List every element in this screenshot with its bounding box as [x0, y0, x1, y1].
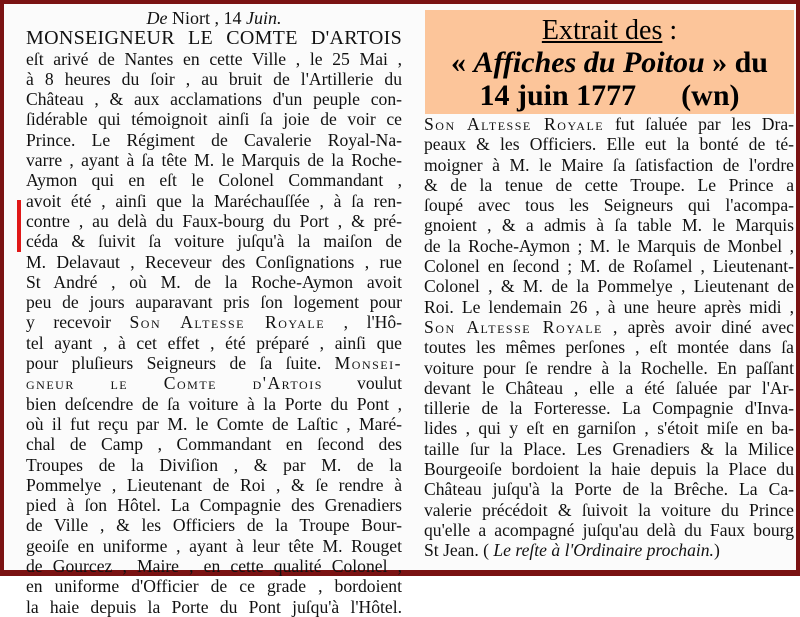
- dateline: De Niort , 14 Juin.: [146, 8, 282, 28]
- text-line: Pommelye , Lieutenant de Roi , & ſe rendre à: [26, 474, 402, 495]
- text-line: St Jean. ( Le reſte à l'Ordinaire prochain.): [424, 540, 720, 561]
- text-line: avoit été , ainſi que la Maréchauſſée , à ſa ren-: [26, 190, 402, 211]
- left-column-article: [26, 8, 402, 617]
- text-line: eſt arivé de Nantes en cette Ville , le 25 Mai ,: [26, 48, 402, 69]
- text-line: Château juſqu'à la Porte de la Brêche. La Ca-: [424, 479, 794, 500]
- text-line: contre , au delà du Faux-bourg du Port , & pré-: [26, 210, 402, 231]
- text-line: moigner à M. le Maire ſa ſatisfaction de l'ordre: [424, 154, 794, 175]
- text-line: tillerie de la Forteresse. La Compagnie d'Inva-: [424, 398, 794, 419]
- caption-date: 14 juin 1777 (wn): [479, 79, 740, 112]
- text-line: pour pluſieurs Seigneurs de ſa ſuite. Monsei-: [26, 353, 402, 374]
- text-line: Colonel en ſecond ; M. de Roſamel , Lieutenant-: [424, 256, 794, 277]
- text-line: de Gourcez , Maire , en cette qualité Colonel ,: [26, 556, 402, 577]
- text-line: de la Roche-Aymon ; M. le Marquis de Monbel ,: [424, 235, 794, 256]
- text-line: gnoient , & a admis à ſa table M. le Marquis: [424, 215, 794, 236]
- article-heading: MONSEIGNEUR LE COMTE D'ARTOIS: [26, 28, 402, 49]
- text-line: M. Delavaut , Receveur des Conſignations , rue: [26, 251, 402, 272]
- text-line: pied à ſon Hôtel. La Compagnie des Grenadiers: [26, 495, 402, 516]
- text-line: toutes les mêmes perſones , eſt montée dans ſa: [424, 337, 794, 358]
- text-line: où il fut reçu par M. le Comte de Laſtic , Maré-: [26, 413, 402, 434]
- text-line: Aymon qui en eſt le Colonel Commandant ,: [26, 170, 402, 191]
- text-line: Château , & aux acclamations d'un peuple con-: [26, 89, 402, 110]
- text-line: qu'elle a acompagné juſqu'au delà du Faux bourg: [424, 519, 794, 540]
- text-line: Colonel , & M. de la Pommelye , Lieutenant de: [424, 276, 794, 297]
- text-line: gneur le Comte d'Artois voulut: [26, 373, 402, 394]
- right-column-article: [424, 114, 794, 561]
- text-line: St André , où M. de la Roche-Aymon avoit: [26, 271, 402, 292]
- text-line: à 8 heures du ſoir , au bruit de l'Artillerie du: [26, 68, 402, 89]
- text-line: peu de jours auparavant pris ſon logement pour: [26, 292, 402, 313]
- text-line: Troupes de la Diviſion , & par M. de la: [26, 454, 402, 475]
- source-caption-box: [425, 10, 794, 114]
- text-line: Son Altesse Royale , après avoir diné avec: [424, 316, 794, 337]
- text-line: lides , qui y eſt en garniſon , s'étoit miſe en ba-: [424, 418, 794, 439]
- newspaper-title: Affiches du Poitou: [473, 46, 705, 79]
- text-line: Roi. Le lendemain 26 , à une heure après midi ,: [424, 296, 794, 317]
- text-line: Prince. Le Régiment de Cavalerie Royal-Na-: [26, 129, 402, 150]
- text-line: bien deſcendre de ſa voiture à la Porte du Pont ,: [26, 393, 402, 414]
- text-line: de Ville , & les Officiers de la Troupe Bour-: [26, 515, 402, 536]
- text-line: taille ſur la Place. Les Grenadiers & la Milice: [424, 438, 794, 459]
- text-line: chal de Camp , Commandant en ſecond des: [26, 434, 402, 455]
- continuation-note: Le reſte à l'Ordinaire prochain.: [493, 540, 714, 561]
- caption-line-2: « Affiches du Poitou » du: [450, 46, 768, 79]
- text-line: Bourgeoiſe bordoient la haie depuis la Place du: [424, 459, 794, 480]
- text-line: la haie depuis la Porte du Pont juſqu'à l'Hôtel.: [26, 596, 402, 617]
- text-line: ſidérable qui témoignoit ainſi ſa joie de voir ce: [26, 109, 402, 130]
- text-line: y recevoir Son Altesse Royale , l'Hô-: [26, 312, 402, 333]
- text-line: céda & ſuivit ſa voiture juſqu'à la maiſon de: [26, 231, 402, 252]
- margin-highlight-marker: [17, 200, 21, 252]
- caption-line-1: Extrait des :: [541, 15, 678, 46]
- text-line: en uniforme d'Officier de ce grade , bordoient: [26, 576, 402, 597]
- text-line: tel ayant , à cet effet , été préparé , ainſi que: [26, 332, 402, 353]
- text-line: valerie précédoit & ſuivoit la voiture du Prince: [424, 499, 794, 520]
- text-line: varre , ayant à ſa tête M. le Marquis de la Roche-: [26, 150, 402, 171]
- text-line: ſoupé avec tous les Seigneurs qui l'acompa-: [424, 195, 794, 216]
- text-line: voiture pour ſe rendre à la Rochelle. En paſſant: [424, 357, 794, 378]
- text-line: & de la tenue de cette Troupe. Le Prince a: [424, 174, 794, 195]
- text-line: geoiſe en uniforme , ayant à leur tête M. Rouget: [26, 535, 402, 556]
- text-line: Son Altesse Royale fut ſaluée par les Dra-: [424, 114, 794, 134]
- text-line: devant le Château , elle a été ſaluée par l'Ar-: [424, 377, 794, 398]
- text-line: peaux & les Officiers. Elle eut la bonté de té-: [424, 134, 794, 155]
